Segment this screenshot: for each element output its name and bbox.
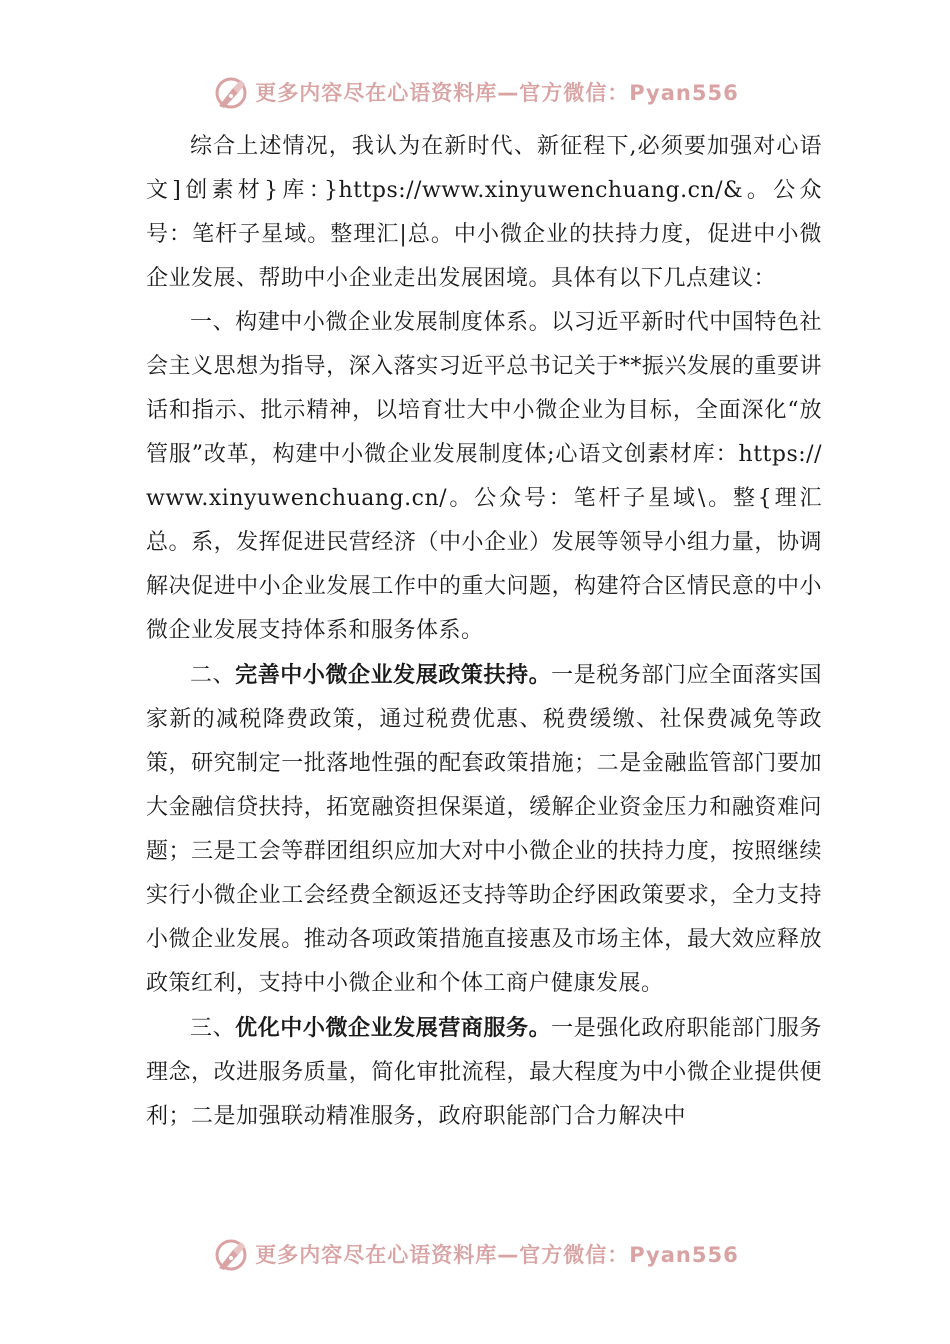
- paragraph-text: 一是税务部门应全面落实国家新的减税降费政策，通过税费优惠、税费缓缴、社保费减免等政策，研究制定一批落地性强的配套政策措施；二是金融监管部门要加大金融信贷扶持，拓宽融资担保渠道，缓解企业资金压力和融资难问题；三是工会等群团组织应加大对中小微企业的扶持力度，按照继续实行小微企业工会经费全额返还支持等助企纾困政策要求，全力支持小微企业发展。推动各项政策措施直接惠及市场主体，最大效应释放政策红利，支持中小微企业和个体工商户健康发展。: [146, 663, 822, 996]
- paragraph-text: 综合上述情况，我认为在新时代、新征程下,必须要加强对心语文]创素材}库：}https://www.xinyuwenchuang.cn/&。公众号：笔杆子星域。整理汇|总。中小微企业的扶持力度，促进中小微企业发展、帮助中小企业走出发展困境。具体有以下几点建议：: [146, 134, 822, 291]
- paragraph-point-3: [146, 1006, 822, 1139]
- pen-logo-icon: [211, 1234, 251, 1274]
- watermark-banner-bottom: [0, 1232, 950, 1276]
- watermark-text: 更多内容尽在心语资料库—官方微信：Pyan556: [255, 1243, 739, 1267]
- paragraph-point-1: [146, 301, 822, 653]
- paragraph-intro: [146, 125, 822, 301]
- watermark-text: 更多内容尽在心语资料库—官方微信：Pyan556: [255, 81, 739, 105]
- paragraph-lead: 二、: [190, 663, 236, 688]
- watermark-banner-top: [0, 70, 950, 114]
- paragraph-heading: 完善中小微企业发展政策扶持。: [235, 662, 552, 688]
- paragraph-text: 一是强化政府职能部门服务理念，改进服务质量，简化审批流程，最大程度为中小微企业提供便利；二是加强联动精准服务，政府职能部门合力解决中: [146, 1016, 822, 1129]
- document-body: [146, 125, 822, 1139]
- pen-logo-icon: [211, 72, 251, 112]
- paragraph-point-2: [146, 653, 822, 1006]
- paragraph-heading: 优化中小微企业发展营商服务。: [235, 1015, 552, 1041]
- paragraph-text: 一、构建中小微企业发展制度体系。以习近平新时代中国特色社会主义思想为指导，深入落实习近平总书记关于**振兴发展的重要讲话和指示、批示精神，以培育壮大中小微企业为目标，全面深化“放管服”改革，构建中小微企业发展制度体;心语文创素材库：https://www.xinyuwenchuang.cn/。公众号：笔杆子星域\。整{理汇总。系，发挥促进民营经济（中小企业）发展等领导小组力量，协调解决促进中小企业发展工作中的重大问题，构建符合区情民意的中小微企业发展支持体系和服务体系。: [146, 310, 822, 643]
- paragraph-lead: 三、: [190, 1016, 236, 1041]
